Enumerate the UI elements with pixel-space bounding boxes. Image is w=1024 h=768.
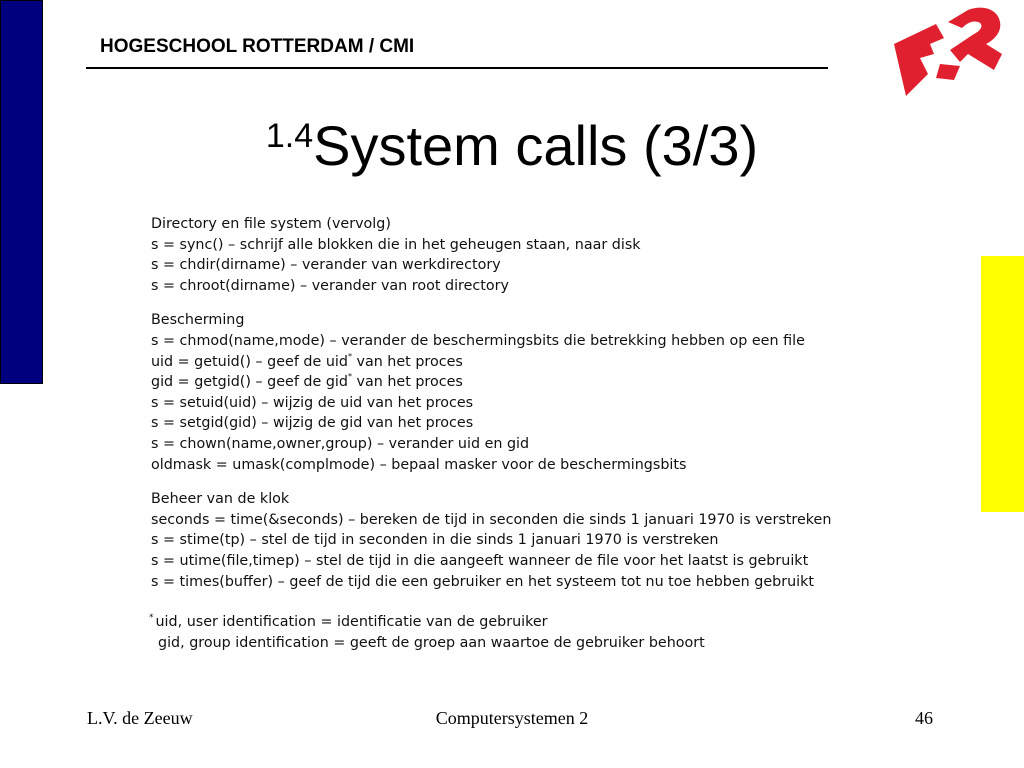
slide-title xyxy=(0,98,1024,184)
right-accent-bar xyxy=(981,256,1024,512)
line-text: oldmask = umask(complmode) – bepaal masker voor de beschermingsbits xyxy=(151,456,687,473)
line-text: s = setuid(uid) – wijzig de uid van het proces xyxy=(151,394,474,411)
header-divider xyxy=(86,67,828,69)
syscall-line xyxy=(151,434,861,455)
school-header: HOGESCHOOL ROTTERDAM / CMI xyxy=(100,36,415,57)
line-text: Beheer van de klok xyxy=(151,491,290,508)
content-section xyxy=(151,214,861,296)
slide-content xyxy=(151,214,861,606)
logo-bottom-shape xyxy=(936,64,960,80)
footer-page-number: 46 xyxy=(915,708,933,728)
footnote-reference: * xyxy=(347,372,352,382)
line-text: s = chdir(dirname) – verander van werkdirectory xyxy=(151,257,501,274)
line-text: s = chmod(name,mode) – verander de beschermingsbits die betrekking hebben op een file xyxy=(151,332,805,349)
line-text: s = sync() – schrijf alle blokken die in het geheugen staan, naar disk xyxy=(151,236,641,253)
line-text: s = stime(tp) – stel de tijd in seconden in die sinds 1 januari 1970 is verstreken xyxy=(151,532,719,549)
title-number: 1.4 xyxy=(265,117,314,155)
footnote-reference: * xyxy=(347,351,352,361)
syscall-line xyxy=(151,572,861,593)
line-text: s = utime(file,timep) – stel de tijd in die aangeeft wanneer de file voor het laatst is gebruikt xyxy=(151,552,809,569)
line-text: Bescherming xyxy=(151,312,245,329)
syscall-line xyxy=(151,510,861,531)
syscall-line xyxy=(151,455,861,476)
content-section xyxy=(151,310,861,475)
line-text: uid = getuid() – geef de uid xyxy=(151,353,348,370)
syscall-line xyxy=(151,255,861,276)
footer-author: L.V. de Zeeuw xyxy=(87,708,193,728)
section-heading xyxy=(151,310,861,331)
syscall-line xyxy=(151,372,861,393)
section-heading xyxy=(151,489,861,510)
line-text: Directory en file system (vervolg) xyxy=(151,216,391,232)
footnote-uid-text: uid, user identification = identificatie van de gebruiker xyxy=(155,614,548,630)
line-text: s = times(buffer) – geef de tijd die een gebruiker en het systeem tot nu toe hebben gebruikt xyxy=(151,573,815,590)
hogeschool-rotterdam-logo-icon xyxy=(890,4,1010,100)
footnote-line-1 xyxy=(149,614,548,630)
line-text-continued: van het proces xyxy=(351,353,463,370)
section-heading xyxy=(151,214,861,235)
logo-left-shape xyxy=(894,24,944,96)
line-text-continued: van het proces xyxy=(351,374,463,391)
content-section xyxy=(151,489,861,592)
line-text: s = chroot(dirname) – verander van root directory xyxy=(151,277,509,294)
syscall-line xyxy=(151,551,861,572)
line-text: s = setgid(gid) – wijzig de gid van het proces xyxy=(151,415,474,432)
syscall-line xyxy=(151,413,861,434)
syscall-line xyxy=(151,235,861,256)
syscall-line xyxy=(151,276,861,297)
syscall-line xyxy=(151,393,861,414)
title-text: System calls (3/3) xyxy=(313,114,759,177)
footnote-gid-text: gid, group identification = geeft de groep aan waartoe de gebruiker behoort xyxy=(158,634,705,651)
footnote-mark: * xyxy=(149,613,154,623)
syscall-line xyxy=(151,530,861,551)
line-text: seconds = time(&seconds) – bereken de tijd in seconden die sinds 1 januari 1970 is verstreken xyxy=(151,511,832,528)
footnote xyxy=(149,612,705,653)
logo-right-shape xyxy=(948,8,1002,70)
line-text: s = chown(name,owner,group) – verander uid en gid xyxy=(151,435,530,452)
left-accent-bar xyxy=(0,0,43,384)
syscall-line xyxy=(151,352,861,373)
footer-course: Computersystemen 2 xyxy=(435,708,589,728)
syscall-line xyxy=(151,331,861,352)
line-text: gid = getgid() – geef de gid xyxy=(151,374,348,391)
